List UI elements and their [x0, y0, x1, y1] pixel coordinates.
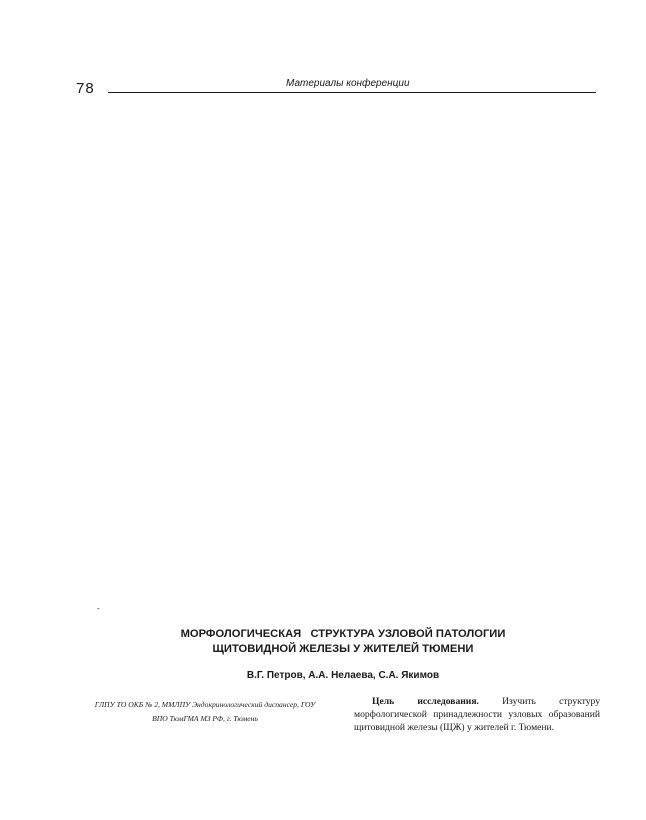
stray-mark: - — [97, 604, 100, 613]
article-title: МОРФОЛОГИЧЕСКАЯ СТРУКТУРА УЗЛОВОЙ ПАТОЛОГИИ ЩИТОВИДНОЙ ЖЕЛЕЗЫ У ЖИТЕЛЕЙ ТЮМЕНИ — [180, 628, 506, 655]
affiliation: ГЛПУ ТО ОКБ № 2, ММЛПУ Эндокринологический диспансер, ГОУ ВПО ТюмГМА МЗ РФ, г. Тюмень — [94, 700, 316, 723]
page-number: 78 — [76, 80, 95, 97]
abstract-paragraph — [354, 695, 600, 734]
running-head: Материалы конференции — [286, 78, 410, 89]
abstract-lead: Цель исследования. — [372, 696, 479, 707]
abstract-text: Изучить структуру морфологической принадлежности узловых образований щитовидной железы (ЩЖ) у жителей г. Тюмени. — [354, 696, 600, 733]
article-authors: В.Г. Петров, А.А. Нелаева, С.А. Якимов — [246, 670, 440, 681]
header-rule — [108, 92, 596, 93]
